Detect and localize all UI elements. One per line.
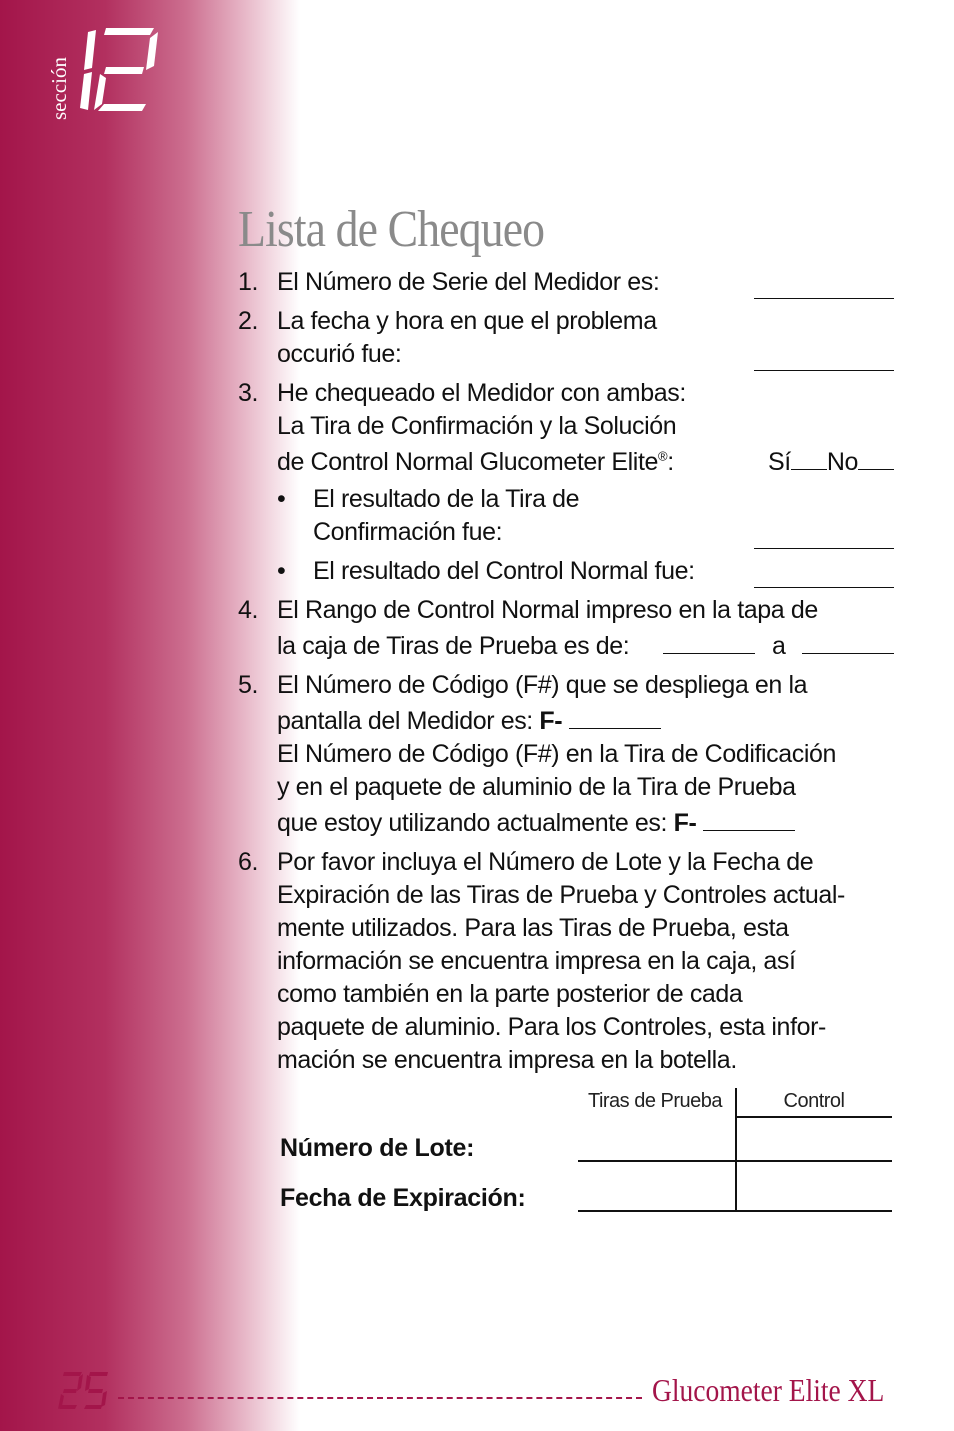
registered-mark: ® <box>658 448 668 464</box>
item-text-line: mente utilizados. Para las Tiras de Prueba, esta <box>277 914 789 942</box>
item-text-line: He chequeado el Medidor con ambas: <box>277 379 686 407</box>
yes-label: Sí <box>768 448 791 476</box>
code-prefix: F- <box>539 707 563 735</box>
item-text-line: El Número de Código (F#) en la Tira de Codificación <box>277 740 837 768</box>
yes-no-field <box>768 443 894 479</box>
item-text-line: como también en la parte posterior de cada <box>277 980 743 1008</box>
item-text-line: La fecha y hora en que el problema <box>277 307 657 335</box>
column-header-control: Control <box>783 1090 845 1112</box>
item-text-line: occurió fue: <box>277 340 402 368</box>
item-text: El Número de Serie del Medidor es: <box>277 268 660 296</box>
item-number: 6. <box>238 848 259 876</box>
item-text-line: paquete de aluminio. Para los Controles, esta infor- <box>277 1013 826 1041</box>
date-time-blank <box>754 344 894 371</box>
section-label: sección <box>47 57 71 120</box>
product-name: Glucometer Elite XL <box>652 1372 885 1408</box>
item-text-line: La Tira de Confirmación y la Solución <box>277 412 677 440</box>
item-text-line: la caja de Tiras de Prueba es de: <box>277 632 630 660</box>
lot-expiration-table <box>280 1088 892 1218</box>
footer-dotted-rule <box>118 1397 642 1399</box>
meter-code-blank <box>569 702 661 729</box>
sub-item-strip-result <box>277 483 894 549</box>
range-connector: a <box>771 632 786 660</box>
page-title: Lista de Chequeo <box>238 201 545 258</box>
checklist-item-1 <box>238 266 894 299</box>
item-text-line: El Número de Código (F#) que se despliega en la <box>277 671 808 699</box>
item-number: 5. <box>238 671 259 699</box>
checklist-item-5 <box>238 669 894 840</box>
strip-result-blank <box>754 522 894 549</box>
item-number: 1. <box>238 268 259 296</box>
column-header-test-strips: Tiras de Prueba <box>587 1090 723 1112</box>
sub-item-text-line: Confirmación fue: <box>313 518 503 546</box>
range-low-blank <box>663 627 755 654</box>
checklist-item-2 <box>238 305 894 371</box>
row-label-lot-number: Número de Lote: <box>280 1134 475 1162</box>
checklist-item-4 <box>238 594 894 663</box>
yes-blank <box>791 443 827 470</box>
checklist <box>238 266 894 1083</box>
expiration-date-blank <box>578 1210 892 1212</box>
range-high-blank <box>802 627 894 654</box>
item-text-line: Expiración de las Tiras de Prueba y Controles actual- <box>277 881 845 909</box>
no-blank <box>858 443 894 470</box>
sub-item-control-result <box>277 555 894 588</box>
serial-number-blank <box>754 272 894 299</box>
bullet-icon: • <box>277 485 286 513</box>
no-label: No <box>826 448 858 476</box>
code-prefix: F- <box>673 809 697 837</box>
header-rule <box>736 1116 892 1118</box>
control-result-blank <box>754 561 894 588</box>
checklist-item-3 <box>238 377 894 588</box>
checklist-item-6 <box>238 846 894 1077</box>
section-number-graphic <box>80 26 160 112</box>
item-text-line: mación se encuentra impresa en la botella. <box>277 1046 737 1074</box>
column-divider <box>735 1088 737 1212</box>
bullet-icon: • <box>277 557 286 585</box>
sub-item-text: El resultado del Control Normal fue: <box>313 557 695 585</box>
item-text-line: información se encuentra impresa en la caja, así <box>277 947 796 975</box>
row-label-expiration-date: Fecha de Expiración: <box>280 1184 526 1212</box>
item-text-line: pantalla del Medidor es: F- <box>277 702 894 738</box>
item-text-line: Por favor incluya el Número de Lote y la Fecha de <box>277 848 814 876</box>
page-number-graphic <box>58 1370 110 1410</box>
item-number: 4. <box>238 596 259 624</box>
item-text-line: que estoy utilizando actualmente es: F- <box>277 804 894 840</box>
item-number: 3. <box>238 379 259 407</box>
range-fields <box>663 627 894 663</box>
item-text-line: El Rango de Control Normal impreso en la tapa de <box>277 596 818 624</box>
sub-item-text-line: El resultado de la Tira de <box>313 485 580 513</box>
lot-number-blank <box>578 1160 892 1162</box>
item-text-line: de Control Normal Glucometer Elite®: <box>277 448 674 476</box>
item-text-line: y en el paquete de aluminio de la Tira de Prueba <box>277 773 796 801</box>
item-number: 2. <box>238 307 259 335</box>
strip-code-blank <box>703 804 795 831</box>
